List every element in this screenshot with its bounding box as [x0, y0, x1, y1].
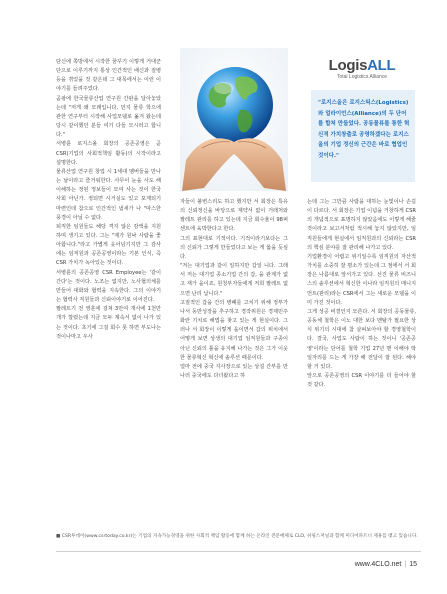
paragraph: 단신에 쪽방에서 시작한 꿈꾸기 이렇게 거대군단으로 이루기까지 통상 인간적인 배신과 질병 등을 겪었을 것 같은데 그 대목에서는 이런 이야기를 들려주었다. [56, 59, 161, 93]
source-footnote: ■ CSR투데이(www.csrtoday.co.kr)는 기업의 지속가능경영을 위한 사회적 책임 활동에 함께 하는 온라인 전문매체로 CLO, 쉬핑스저널과 함께 미디어파트너 제휴를 맺고 있습니다. [56, 534, 418, 539]
paragraph: 서병륜 로지스올 회장의 공존공영은 곧 CSR(기업의 사회적책임 활동)의 시작이라고 설명한다. [56, 141, 161, 166]
paragraph: "저는 대기업과 같이 일하지만 갑일 니다. 그래서 저는 대기업 종소기업 간의 갑, 을 관계가 없고 재가 을이죠, 원청부자들에게 저희 팔레트 없으면 난리 납니다." [180, 263, 288, 297]
logo-wordmark [327, 58, 397, 73]
article-column-3 [307, 198, 416, 390]
paragraph: 그게 성공 비결인지 모른다. 서 회장의 공동물류, 공동체 철학은 이노 대한 보다 멘탈가 필요한 상식 위기의 시대에 참 살펴보아야 할 경영철학이다. 결국, 사업도 사람이 하는 것이니 '공존공영'이라는 단어를 철학 기업 27년 맨 이해야 딱 일자리를 드는 게 가장 해 전달이 잘 된다. 해야 할 거 있다. [307, 308, 416, 370]
paragraph: 서병륜의 공존공영 CSR Employee는 '같이 간다'는 것이다. 노조는 없지만, 노사협의체를 만들어 대화와 협력을 지속한다. 그의 이야기는 협력사 직원들과 신뢰이야기로 이어진다. [56, 269, 161, 304]
paragraph: 자들이 불변스리도 하고 했지만 서 회장은 특유의 신뢰정신을 바탕으로 계약서 없이 거래처와 팔레트 관리를 하고 있는데 지금 회수율이 98퍼센트에 육박한다고 한다. [180, 199, 288, 233]
pull-quote-box [311, 90, 415, 182]
paragraph: 팔레트기 전 영훈에 걸쳐 3만여 개사에 1천만 개가 깔렸는데 지금 모두 계속서 없이 나가 있는 것이다. 초기에 그걸 회수 못 하면 부도나는 것이나마고 우사 [56, 306, 161, 340]
sidebar-callout-area [293, 48, 423, 191]
footer-separator: | [404, 561, 407, 568]
paragraph: 앞으로 공존공영의 CSR 이야기를 더 들어야 할 것 같다. [307, 372, 416, 389]
paragraph: 곰팡에 한국물류산업 연구원 간판을 달아놓았는데 "저게 왜 모래입니다, 민지 물류 학으에 관한 연구부터 시작해 사업모델로 옮겨 왔는데 당시 같이했던 분들 여기 다들 모시러고 합니다." [56, 95, 161, 139]
page-number: 15 [409, 561, 417, 568]
paragraph: 퇴직한 임원들도 해당 격지 않은 감액을 지원하며 생기고 있다. 그는 "제가 원낙 사람을 좋아합니다."라고 가볍게 웃어넘기지만 그 감사에는 임직원과 공존공영이라는 기본 인식, 즉 CSR 가치가 녹아있는 것이다. [56, 223, 161, 267]
page-footer [355, 561, 417, 568]
logo-tagline: Total Logistics Alliance [336, 74, 388, 80]
article-column-1 [56, 58, 161, 342]
paragraph: 고질적인 갑을 간의 병폐를 고치기 위해 정부가 나서 동반성장을 추구하고 경작위원은 경제민주화란 기치로 해법을 찾고 있는 게 현실이다. 그러나 서 회장이 이렇게 을이면서 갑의 위치에서 어떻게 보면 상생의 대기업 임직원들과 구종이 아닌 신뢰의 틀을 유지해 나가는 것은 그가 이웃한 물류혁신 혁신에 솔루션 때문이다. [180, 299, 288, 361]
globe-in-hands-photo [180, 48, 288, 191]
article-column-2 [180, 198, 288, 381]
paragraph: 기업환경이 어렵고 위기일수록 임직원의 자산적 가치를 소중히 잘 평소가 있는데 그 점에서 서 회장은 나름대로 앞서가고 있다. 선진 물류 비즈니스의 솔루션에서 혁신한 이나라 임직원의 매니지먼트(관리)라는 CSR에서 그는 새로운 모델을 이미 가진 것이다. [307, 253, 416, 306]
pull-quote-text: "로지스올은 로지스틱스(Logistics)와 얼라이언스(Alliance)의 두 단어를 합쳐 만들었다. 공동물류를 통한 혁신적 가치창출로 공영하겠다는 로지스올의 기업 정신의 근간은 바로 협업인 것이다." [318, 100, 410, 159]
paragraph: 물류산업 연구원 창업 시 1세대 멤버들을 만나는 날이라고 즐거워한다. 사무이 눈을 사도 해 이해하는 정된 정보들이 모여 사는 것이 한국 사회 아닌가. 정되면 시거실도 있고 포계되기 마련인데 참으로 인간적인 냄새가 나 "따스한 풍경이 아닐 수 없다. [56, 168, 161, 221]
paragraph: 는데 그는 그만큼 사람을 대하는 눈빛이나 손길이 다르다. 서 회장은 기업 이념을 거창하게 CSR의 개념적으로 표명하지 않았음에도 이렇게 해줄 것이라고 보고서처럼 적시해 놓지 않았지만, 임직원들에게 현실에서 임직원과의 신뢰라는 CSR의 핵심 분야를 잘 관리해 나가고 있다. [307, 199, 416, 251]
paragraph: 얼마 전에 중국 지사장으로 있는 상설 간부를 만나러 중국에도 다녀왔다고 하 [180, 363, 288, 379]
footer-site-link[interactable]: www.4CLO.net [354, 561, 402, 568]
logisall-logo [327, 58, 397, 80]
paragraph: 그의 표현대로 기적이다. 기적이라기보다는 그의 신뢰가 그렇게 만들었다고 보는 게 옳을 듯싶다. [180, 235, 288, 260]
footer-divider [56, 551, 421, 552]
logo-word-all: ALL [367, 57, 396, 74]
logo-word-logis: Logis [328, 57, 368, 74]
